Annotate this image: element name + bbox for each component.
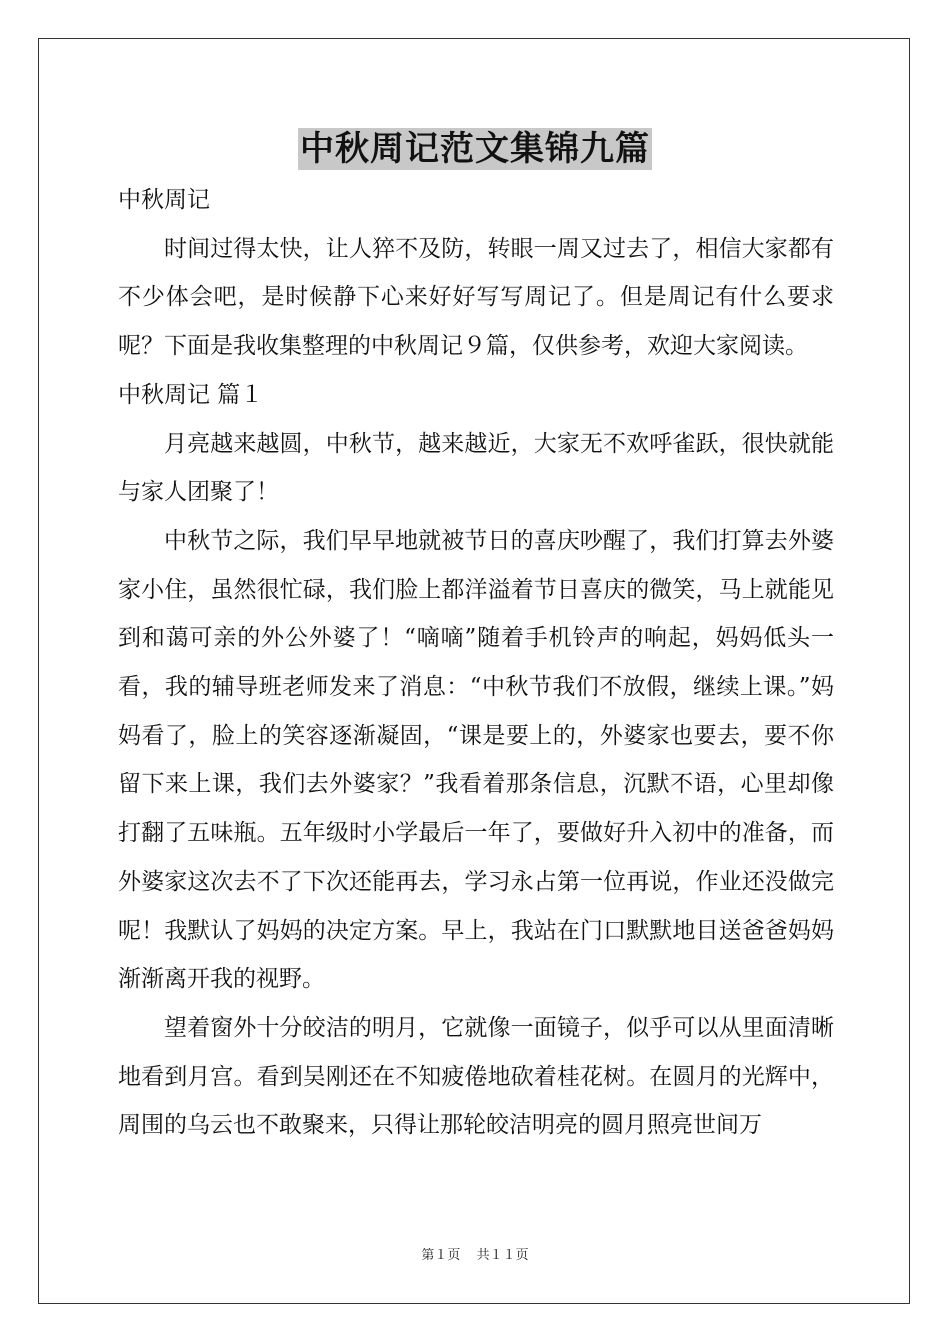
document-body: [118, 176, 834, 1150]
section-heading: 中秋周记: [118, 187, 210, 213]
body-paragraph: 时间过得太快，让人猝不及防，转眼一周又过去了，相信大家都有不少体会吧，是时候静下心来好好写写周记了。但是周记有什么要求呢？下面是我收集整理的中秋周记９篇，仅供参考，欢迎大家阅读。: [118, 235, 834, 360]
body-paragraph: 中秋节之际，我们早早地就被节日的喜庆吵醒了，我们打算去外婆家小住，虽然很忙碌，我们脸上都洋溢着节日喜庆的微笑，马上就能见到和蔼可亲的外公外婆了！“嘀嘀”随着手机铃声的响起，妈妈低头一看，我的辅导班老师发来了消息：“中秋节我们不放假，继续上课。”妈妈看了，脸上的笑容逐渐凝固，“课是要上的，外婆家也要去，要不你留下来上课，我们去外婆家？”我看着那条信息，沉默不语，心里却像打翻了五味瓶。五年级时小学最后一年了，要做好升入初中的准备，而外婆家这次去不了下次还能再去，学习永占第一位再说，作业还没做完呢！我默认了妈妈的决定方案。早上，我站在门口默默地目送爸爸妈妈渐渐离开我的视野。: [118, 527, 834, 993]
page-number: 第１页: [421, 1248, 461, 1263]
body-paragraph: 月亮越来越圆，中秋节，越来越近，大家无不欢呼雀跃，很快就能与家人团聚了！: [118, 430, 834, 506]
page-footer: [0, 1247, 950, 1265]
title-container: [0, 128, 950, 170]
document-title: 中秋周记范文集锦九篇: [300, 129, 650, 169]
section-heading: 中秋周记 篇１: [118, 381, 264, 408]
body-paragraph: 望着窗外十分皎洁的明月，它就像一面镜子，似乎可以从里面清晰地看到月宫。看到吴刚还在不知疲倦地砍着桂花树。在圆月的光辉中，周围的乌云也不敢聚来，只得让那轮皎洁明亮的圆月照亮世间万: [118, 1014, 834, 1139]
page-total: 共１１页: [476, 1248, 529, 1263]
